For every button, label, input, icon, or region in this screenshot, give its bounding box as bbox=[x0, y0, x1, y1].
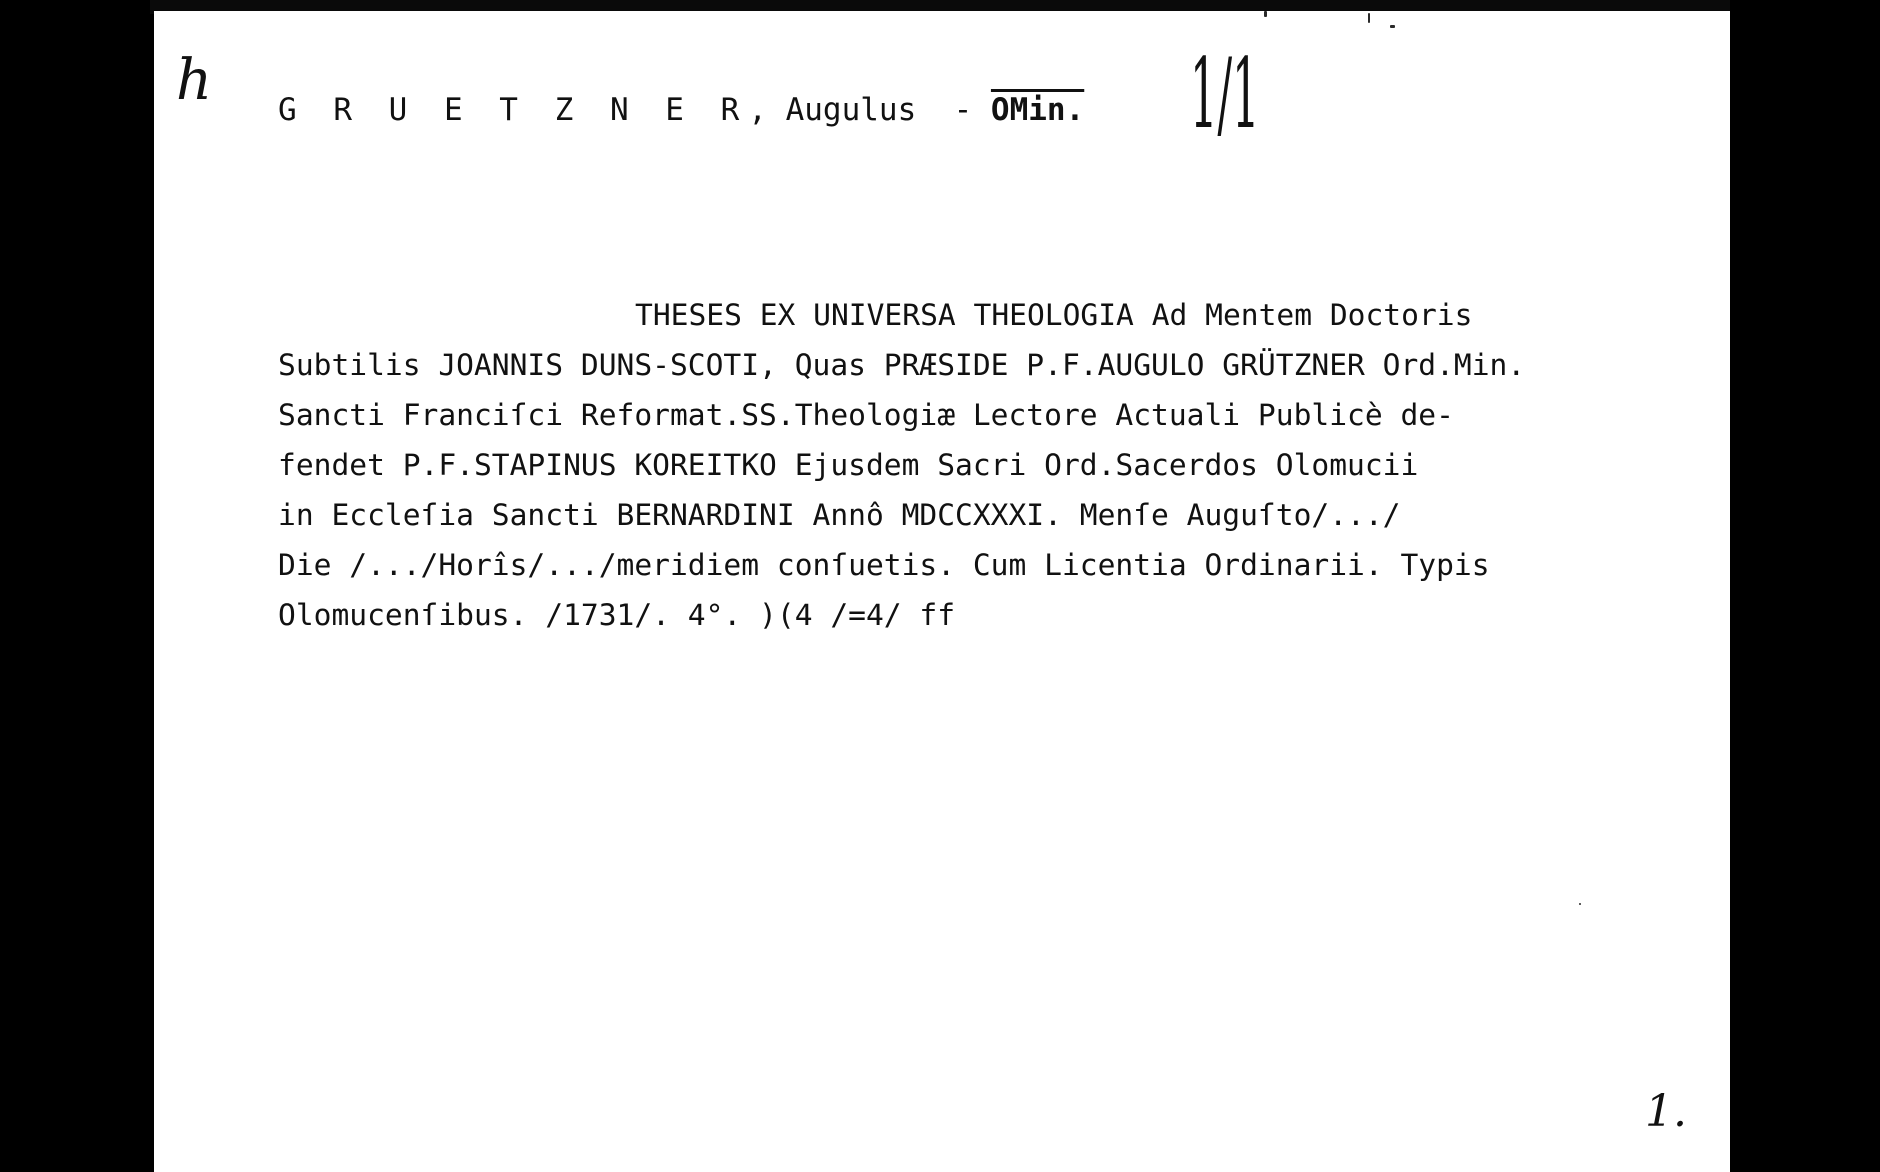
entry-line: THESES EX UNIVERSA THEOLOGIA Ad Mentem Doctoris bbox=[635, 298, 1473, 332]
card-heading bbox=[278, 92, 1084, 128]
entry-line: Sancti Franciſci Reformat.SS.Theologiæ Lectore Actuali Publicè de- bbox=[278, 398, 1454, 432]
heading-separator: , bbox=[748, 92, 786, 128]
author-firstname: Augulus bbox=[785, 92, 917, 128]
scan-speck bbox=[1579, 903, 1581, 905]
scan-speck bbox=[1264, 11, 1267, 17]
scan-speck bbox=[1368, 13, 1370, 23]
entry-line: fendet P.F.STAPINUS KOREITKO Ejusdem Sacri Ord.Sacerdos Olomucii bbox=[278, 448, 1419, 482]
handwritten-page-number: 1. bbox=[1645, 1086, 1687, 1137]
entry-line: Olomucenſibus. /1731/. 4°. )(4 /=4/ ff bbox=[278, 598, 956, 632]
author-order: OMin. bbox=[990, 92, 1085, 128]
heading-dash: - bbox=[916, 92, 991, 128]
entry-line: in Eccleſia Sancti BERNARDINI Annô MDCCXXXI. Menſe Auguſto/.../ bbox=[278, 498, 1401, 532]
handwritten-corner-letter: h bbox=[176, 48, 213, 113]
entry-line: Subtilis JOANNIS DUNS-SCOTI, Quas PRÆSIDE P.F.AUGULO GRÜTZNER Ord.Min. bbox=[278, 348, 1526, 382]
handwritten-shelf-number: 1/1 bbox=[1190, 38, 1260, 150]
entry-line: Die /.../Horîs/.../meridiem conſuetis. Cum Licentia Ordinarii. Typis bbox=[278, 548, 1490, 582]
author-surname: G R U E T Z N E R bbox=[278, 92, 749, 128]
scan-speck bbox=[1390, 25, 1395, 28]
catalog-entry bbox=[278, 290, 1678, 640]
